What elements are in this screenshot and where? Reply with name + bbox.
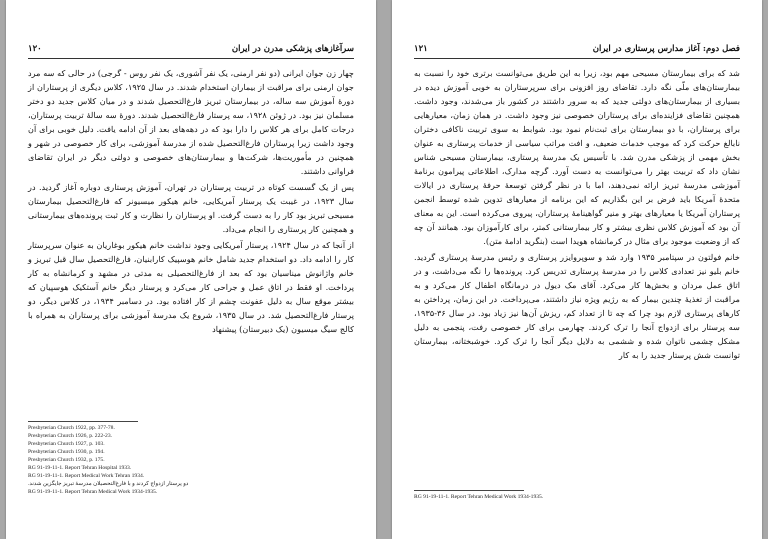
paragraph: چهار زن جوان ایرانی (دو نفر ارمنی، یک نفر آشوری، یک نفر روس - گرجی) در حالی که سه مرد جوان ارمنی برای مراقبت از بیماران استخدام شدند. در سال ۱۹۲۵، کلاس دیگری از پرستاران از دورهٔ آموزش سه ساله، در بیمارستان تبریز فارغ‌التحصیل شدند و در میان کلاس جدید دو دختر مسلمان نیز بود. در ژوئن ۱۹۲۸، سه پرستار فارغ‌التحصیل شدند. دورهٔ سه سالهٔ تربیت پرستاران، درجات کامل برای هر کلاس را دارا بود که در دهه‌های بعد از آن ادامه یافت. دلیل خوبی برای آن وجود داشت زیرا پرستاران فارغ‌التحصیل شده از مدرسهٔ آموزشی، برای کار خصوصی در شهر و همچنین در مأموریت‌ها، شرکت‌ها و بیمارستان‌های خصوصی و دولتی دیگر در ایران تقاضای فراوانی داشتند.: [28, 68, 354, 176]
paragraph: خانم فولتون در سپتامبر ۱۹۳۵ وارد شد و سوپروایزر پرستاری و رئیس مدرسهٔ پرستاری گردید. خانم بلیو نیز تعدادی کلاس را در مدرسهٔ پرستاری تدریس کرد. پرونده‌ها را نگه می‌داشت، و در اتاق عمل مردان و بخش‌ها کار می‌کرد. آقای مک دیول در درمانگاه اطفال کار می‌کرد و به مراقبت از تغذیهٔ چندین بیمار که به رژیم ویژه نیاز داشتند، می‌پرداخت. در این زمان، پرداختن به کارهای پرستاری لازم بود چرا که چه تا از تعداد کم، ریزش آن‌ها نیز زیاد بود. در سال ۳۶-۱۹۳۵، سه پرستار برای ازدواج آنجا را ترک کردند. چهارمی برای کار خصوصی رفت، پنجمی به دلیل مشکل چشمی ناتوان شده و ششمی به دلایل دیگر آنجا را ترک کرد. خوشبختانه، بیمارستان توانست شش پرستار جدید را به کار: [414, 252, 740, 360]
paragraph: پس از یک گسست کوتاه در تربیت پرستاران در تهران، آموزش پرستاری دوباره آغاز گردید. در سال ۱۹۲۳، در غیبت یک پرستار آمریکایی، خانم هیکور میسیونر که فارغ‌التحصیل بیمارستان مسیحی تبریز بود کار را به دست گرفت. او پرستاران را نظارت و کار ثبت پرونده‌های بیمارستانی و همچنین کار پرستاری را انجام می‌داد.: [28, 182, 354, 234]
right-page-number: ۱۲۱: [414, 44, 428, 54]
right-running-title: فصل دوم: آغاز مدارس پرستاری در ایران: [592, 44, 740, 54]
right-footnotes: [414, 490, 740, 501]
footnote: Presbyterian Church 1926, p. 222-23.: [28, 433, 113, 439]
footnote-rule: [414, 490, 524, 491]
left-page-header: [28, 44, 354, 59]
left-page: [6, 0, 376, 539]
paragraph: از آنجا که در سال ۱۹۲۴، پرستار آمریکایی وجود نداشت خانم هیکور بوغاریان به عنوان سرپرستار کار را ادامه داد. دو استخدام جدید شامل خانم هوسپیک کارابنیان، فارغ‌التحصیل سال قبل تبریز و خانم واژانوش میناسیان بود که بعد از فارغ‌التحصیلی به مدتی در مشهد و کرمانشاه به کار پرداخت. او فقط در اتاق عمل و جراحی کار می‌کرد و پرستار دیگر خانم آستکیک هوسپیان که بیشتر موقع سال به دلیل عفونت چشم از کار افتاده بود. در دسامبر ۱۹۳۴، در کلاس دیگر، دو پرستار فارغ‌التحصیل شد. در سال ۱۹۳۵، شروع یک مدرسهٔ آموزشی برای پرستاران به همراه با کالج سیگ میسیون (یک دبیرستان) پیشنهاد: [28, 240, 354, 334]
footnote: RG 91-19-11-1. Report Tehran Medical Work 1934-1935.: [414, 494, 544, 500]
left-footnotes: [28, 421, 354, 496]
footnote: Presbyterian Church 1930, p. 194.: [28, 449, 105, 455]
left-running-title: سرآغازهای پزشکی مدرن در ایران: [231, 44, 354, 54]
left-page-body: [28, 66, 354, 338]
right-page-body: [414, 66, 740, 364]
footnote: Presbyterian Church 1922, pp. 377-78.: [28, 425, 115, 431]
footnote: Presbyterian Church 1927, p. 103.: [28, 441, 105, 447]
right-page-header: [414, 44, 740, 59]
footnote: Presbyterian Church 1932, p. 175.: [28, 457, 105, 463]
paragraph: شد که برای بیمارستان مسیحی مهم بود، زیرا به این طریق می‌توانست برتری خود را نسبت به بیمارستان‌های ملّی نگه دارد. تقاضای روز افزونی برای سرپرستاران به خوبی آموزش دیده در بسیاری از بیمارستان‌های دولتی جدید که به سرور داشتند در کشور باز می‌شدند، وجود داشت. همچنین تقاضای فزاینده‌ای برای پرستاران خصوصی نیز وجود داشت. در همان زمان، معیارهایی برای پرستاران، با دو بیمارستان برای ثبت‌نام نمود بود. شوابط به سوی تربیت ناکافی دختران نابالغ حرکت کرد که موجب خدمات ضعیف، و افت مراتب سیاسی از خدمات پرستاری به عنوان بخش مهمی از پزشکی مدرن شد. با تأسیس یک مدرسهٔ پرستاری، بیمارستان مسیحی شناس نشان داد که تربیت بهتر را می‌توانست به دست آورد. گرچه مدارک، اطلاعاتی پیرامون برنامهٔ آموزشی مدرسهٔ تبریز ارائه نمی‌دهند، اما با در نظر گرفتن توسعهٔ حرفهٔ پرستاری در ایالات متحدهٔ آمریکا باید فرض بر این بگذاریم که این برنامه از معیارهای تدوین شده توسط انجمن پرستاران آمریکا یا معیارهای بهتر و منیر گواهینامهٔ پرستاران، پیروی می‌کرده است. این به معنای آن بود که آموزش کلاس نظری بیشتر و کار بیمارستانی کمتر، برای کارآموزان بود. همانند آن چه که از وضعیت موجود برای مثال در کرمانشاه هویدا است (بنگرید ادامهٔ متن).: [414, 68, 740, 246]
right-page: [392, 0, 762, 539]
left-page-number: ۱۲۰: [28, 44, 42, 54]
footnote-rule: [28, 421, 138, 422]
footnote: RG 91-19-11-1. Report Medical Work Tehran 1934.: [28, 473, 145, 479]
footnote: RG 91-19-11-1. Report Tehran Medical Work 1934-1935.: [28, 489, 158, 495]
footnote: RG 91-19-11-1. Report Tehran Hospital 1933.: [28, 465, 132, 471]
footnote: دو پرستار ازدواج کردند و با فارغ‌التحصیلان مدرسهٔ تبریز جایگزین شدند.: [28, 481, 189, 487]
